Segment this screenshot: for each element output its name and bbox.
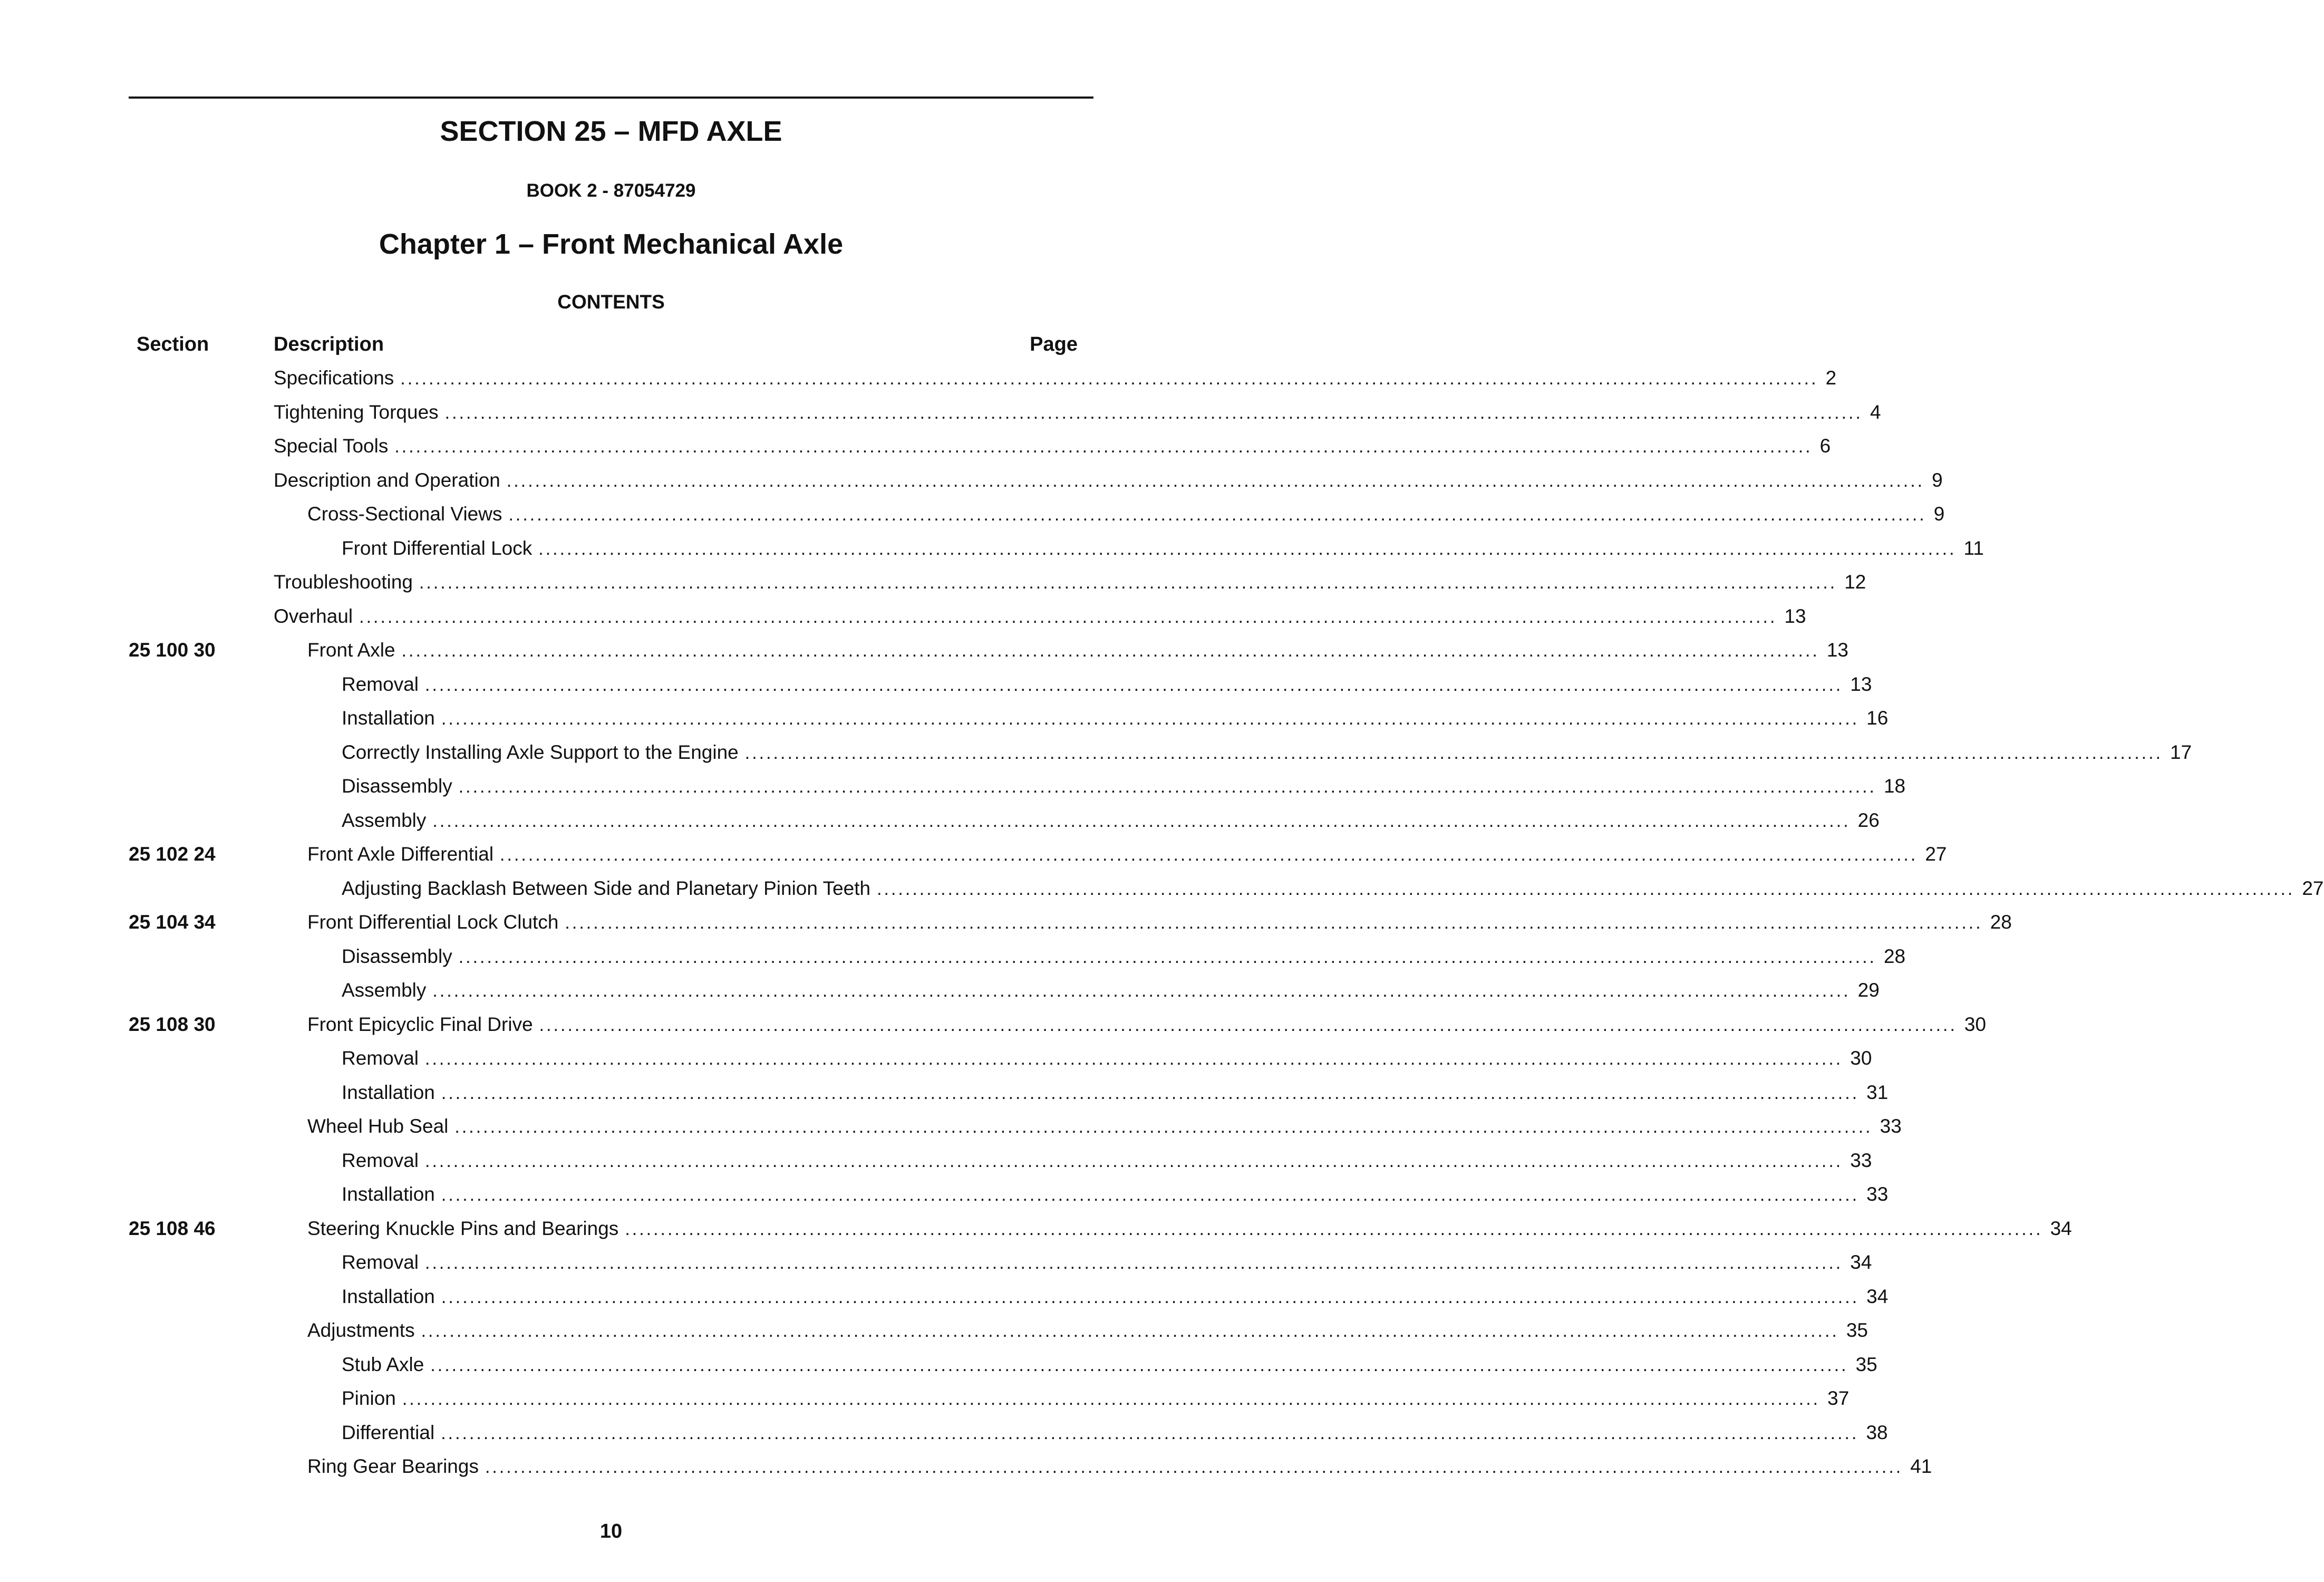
dot-leader: ........................................................................................................................................................................................................ [458,777,1876,797]
toc-row [0,605,1806,640]
dot-leader: ........................................................................................................................................................................................................ [441,1287,1860,1307]
toc-page-number: 35 [1846,1319,1868,1341]
dot-leader: ........................................................................................................................................................................................................ [877,879,2295,899]
toc-entry-title: Removal [342,1251,419,1273]
toc-entry-title: Specifications [274,367,394,389]
dot-leader: ........................................................................................................................................................................................................ [441,1083,1860,1103]
dot-leader: ........................................................................................................................................................................................................ [485,1457,1903,1477]
toc-row [0,1251,1872,1286]
toc-row [0,707,1889,741]
toc-page-number: 13 [1784,605,1806,627]
toc-row [0,979,1880,1014]
contents-heading: CONTENTS [557,291,665,313]
toc-section-code: 25 108 30 [129,1013,216,1035]
toc-row [0,639,1848,673]
toc-entry-title: Front Axle [307,639,395,661]
toc-entry[interactable] [274,401,1881,423]
toc-page-number: 28 [1883,945,1906,967]
toc-page-number: 33 [1850,1149,1872,1171]
dot-leader: ........................................................................................................................................................................................................ [421,1321,1839,1341]
toc-entry[interactable] [307,1013,1987,1036]
dot-leader: ........................................................................................................................................................................................................ [394,437,1813,457]
dot-leader: ........................................................................................................................................................................................................ [441,1185,1860,1205]
toc-entry[interactable] [342,877,2324,900]
dot-leader: ........................................................................................................................................................................................................ [425,1049,1843,1069]
toc-entry[interactable] [342,707,1889,729]
toc-row [0,673,1872,708]
toc-entry[interactable] [307,843,1947,865]
column-header-description: Description [274,333,384,355]
toc-entry[interactable] [342,1081,1889,1104]
dot-leader: ........................................................................................................................................................................................................ [500,845,1918,865]
toc-page-number: 30 [1964,1013,1987,1035]
toc-entry-title: Overhaul [274,605,353,627]
toc-entry[interactable] [342,1047,1872,1069]
page-number: 10 [599,1520,623,1542]
toc-row [0,1387,1849,1422]
toc-entry-title: Wheel Hub Seal [307,1115,449,1137]
toc-page-number: 28 [1990,911,2012,933]
toc-entry-title: Installation [342,1183,435,1205]
dot-leader: ........................................................................................................................................................................................................ [425,1151,1843,1171]
toc-page-number: 41 [1910,1455,1932,1477]
dot-leader: ........................................................................................................................................................................................................ [432,811,1851,831]
book-number: BOOK 2 - 87054729 [526,180,696,201]
toc-page-number: 30 [1850,1047,1872,1069]
toc-entry-title: Installation [342,1081,435,1103]
toc-row [0,1319,1868,1354]
top-rule [129,97,1093,99]
toc-row [0,435,1831,469]
toc-entry-title: Installation [342,707,435,729]
dot-leader: ........................................................................................................................................................................................................ [425,1253,1843,1273]
dot-leader: ........................................................................................................................................................................................................ [419,573,1837,593]
toc-entry[interactable] [342,1183,1889,1205]
toc-entry[interactable] [342,1251,1872,1274]
toc-row [0,843,1947,877]
toc-entry[interactable] [307,503,1945,525]
toc-entry[interactable] [307,1319,1868,1342]
toc-entry-title: Assembly [342,809,427,831]
toc-entry[interactable] [342,809,1880,832]
toc-entry-title: Steering Knuckle Pins and Bearings [307,1217,619,1239]
toc-row [0,1217,2072,1252]
toc-row [0,775,1906,809]
toc-page-number: 2 [1825,367,1837,389]
toc-entry[interactable] [342,537,1984,560]
toc-entry-title: Removal [342,1149,419,1171]
toc-page-number: 33 [1866,1183,1889,1205]
dot-leader: ........................................................................................................................................................................................................ [506,470,1925,491]
column-header-section: Section [137,333,209,355]
toc-entry-title: Installation [342,1285,435,1307]
toc-entry[interactable] [307,911,2012,933]
dot-leader: ........................................................................................................................................................................................................ [425,674,1843,695]
toc-page-number: 16 [1866,707,1889,729]
toc-section-code: 25 102 24 [129,843,216,865]
dot-leader: ........................................................................................................................................................................................................ [441,709,1860,729]
toc-row [0,741,2192,776]
dot-leader: ........................................................................................................................................................................................................ [744,742,2163,763]
toc-page-number: 13 [1850,673,1872,695]
dot-leader: ........................................................................................................................................................................................................ [454,1117,1873,1137]
toc-page-number: 17 [2170,741,2192,763]
toc-page-number: 27 [2302,877,2324,899]
toc-page-number: 18 [1883,775,1906,797]
toc-entry-title: Disassembly [342,775,452,797]
toc-entry[interactable] [342,979,1880,1001]
dot-leader: ........................................................................................................................................................................................................ [565,913,1983,933]
toc-entry-title: Adjustments [307,1319,415,1341]
column-header-page: Page [1030,333,1078,355]
dot-leader: ........................................................................................................................................................................................................ [625,1219,2043,1239]
toc-page-number: 33 [1880,1115,1902,1137]
toc-page-number: 34 [1850,1251,1872,1273]
toc-entry-title: Disassembly [342,945,452,967]
chapter-title: Chapter 1 – Front Mechanical Axle [379,228,844,260]
toc-row [0,1353,1877,1388]
toc-row [0,1149,1872,1184]
toc-entry[interactable] [274,605,1806,628]
toc-entry[interactable] [342,673,1872,696]
toc-section-code: 25 100 30 [129,639,216,661]
toc-page-number: 29 [1857,979,1880,1001]
toc-row [0,945,1906,980]
toc-row [0,469,1943,504]
dot-leader: ........................................................................................................................................................................................................ [432,981,1851,1001]
toc-page-number: 31 [1866,1081,1889,1103]
toc-entry[interactable] [274,367,1837,389]
toc-page-number: 34 [1866,1285,1889,1307]
toc-entry[interactable] [342,1387,1849,1410]
toc-entry-title: Stub Axle [342,1353,424,1375]
toc-row [0,1047,1872,1082]
toc-entry-title: Removal [342,673,419,695]
dot-leader: ........................................................................................................................................................................................................ [401,641,1819,661]
toc-entry[interactable] [342,945,1906,968]
toc-row [0,809,1880,844]
toc-entry-title: Front Axle Differential [307,843,494,865]
toc-entry[interactable] [274,435,1831,457]
toc-entry-title: Front Epicyclic Final Drive [307,1013,533,1035]
toc-row [0,1285,1889,1320]
toc-page-number: 38 [1866,1421,1888,1443]
toc-entry[interactable] [342,1353,1877,1376]
toc-row [0,1421,1888,1456]
toc-entry-title: Special Tools [274,435,389,457]
toc-page-number: 11 [1963,537,1984,559]
toc-row [0,571,1866,605]
toc-page-number: 6 [1819,435,1831,457]
toc-row [0,367,1837,401]
toc-entry-title: Differential [342,1421,435,1443]
toc-entry[interactable] [342,741,2192,764]
toc-page-number: 26 [1857,809,1880,831]
toc-row [0,1013,1987,1048]
toc-page-number: 9 [1933,503,1945,525]
toc-section-code: 25 108 46 [129,1217,216,1239]
dot-leader: ........................................................................................................................................................................................................ [538,538,1957,559]
table-of-contents [0,367,2324,1490]
toc-entry[interactable] [342,1285,1889,1308]
toc-entry[interactable] [342,1421,1888,1444]
dot-leader: ........................................................................................................................................................................................................ [400,369,1818,389]
toc-row [0,1081,1889,1116]
toc-entry-title: Troubleshooting [274,571,413,593]
toc-entry-title: Pinion [342,1387,396,1409]
toc-page-number: 12 [1844,571,1866,593]
toc-entry[interactable] [307,1115,1902,1137]
toc-page-number: 27 [1925,843,1947,865]
toc-entry-title: Front Differential Lock Clutch [307,911,559,933]
toc-entry[interactable] [274,469,1943,491]
toc-row [0,537,1984,572]
toc-entry-title: Correctly Installing Axle Support to the Engine [342,741,739,763]
toc-page-number: 13 [1826,639,1848,661]
toc-entry[interactable] [307,1455,1932,1478]
toc-row [0,1455,1932,1490]
dot-leader: ........................................................................................................................................................................................................ [441,1423,1859,1443]
toc-entry[interactable] [307,1217,2072,1240]
toc-entry-title: Ring Gear Bearings [307,1455,479,1477]
toc-entry[interactable] [342,1149,1872,1172]
dot-leader: ........................................................................................................................................................................................................ [508,505,1926,525]
toc-row [0,401,1881,436]
toc-page-number: 34 [2050,1217,2072,1239]
toc-page-number: 4 [1870,401,1881,423]
toc-entry-title: Cross-Sectional Views [307,503,502,525]
toc-page-number: 37 [1827,1387,1849,1409]
dot-leader: ........................................................................................................................................................................................................ [539,1015,1957,1035]
toc-row [0,503,1945,537]
dot-leader: ........................................................................................................................................................................................................ [359,606,1777,627]
toc-page-number: 9 [1932,469,1943,491]
toc-section-code: 25 104 34 [129,911,216,933]
toc-row [0,1115,1902,1150]
toc-entry-title: Tightening Torques [274,401,439,423]
toc-row [0,1183,1889,1218]
toc-entry-title: Assembly [342,979,427,1001]
dot-leader: ........................................................................................................................................................................................................ [430,1355,1848,1375]
toc-entry[interactable] [342,775,1906,797]
toc-entry-title: Description and Operation [274,469,500,491]
toc-entry-title: Front Differential Lock [342,537,532,559]
dot-leader: ........................................................................................................................................................................................................ [444,402,1863,423]
dot-leader: ........................................................................................................................................................................................................ [458,947,1876,967]
toc-entry[interactable] [274,571,1866,593]
toc-entry[interactable] [307,639,1848,661]
dot-leader: ........................................................................................................................................................................................................ [402,1389,1821,1409]
toc-page-number: 35 [1855,1353,1877,1375]
toc-entry-title: Adjusting Backlash Between Side and Planetary Pinion Teeth [342,877,871,899]
toc-entry-title: Removal [342,1047,419,1069]
section-title: SECTION 25 – MFD AXLE [440,115,782,147]
toc-row [0,877,2324,912]
toc-row [0,911,2012,946]
